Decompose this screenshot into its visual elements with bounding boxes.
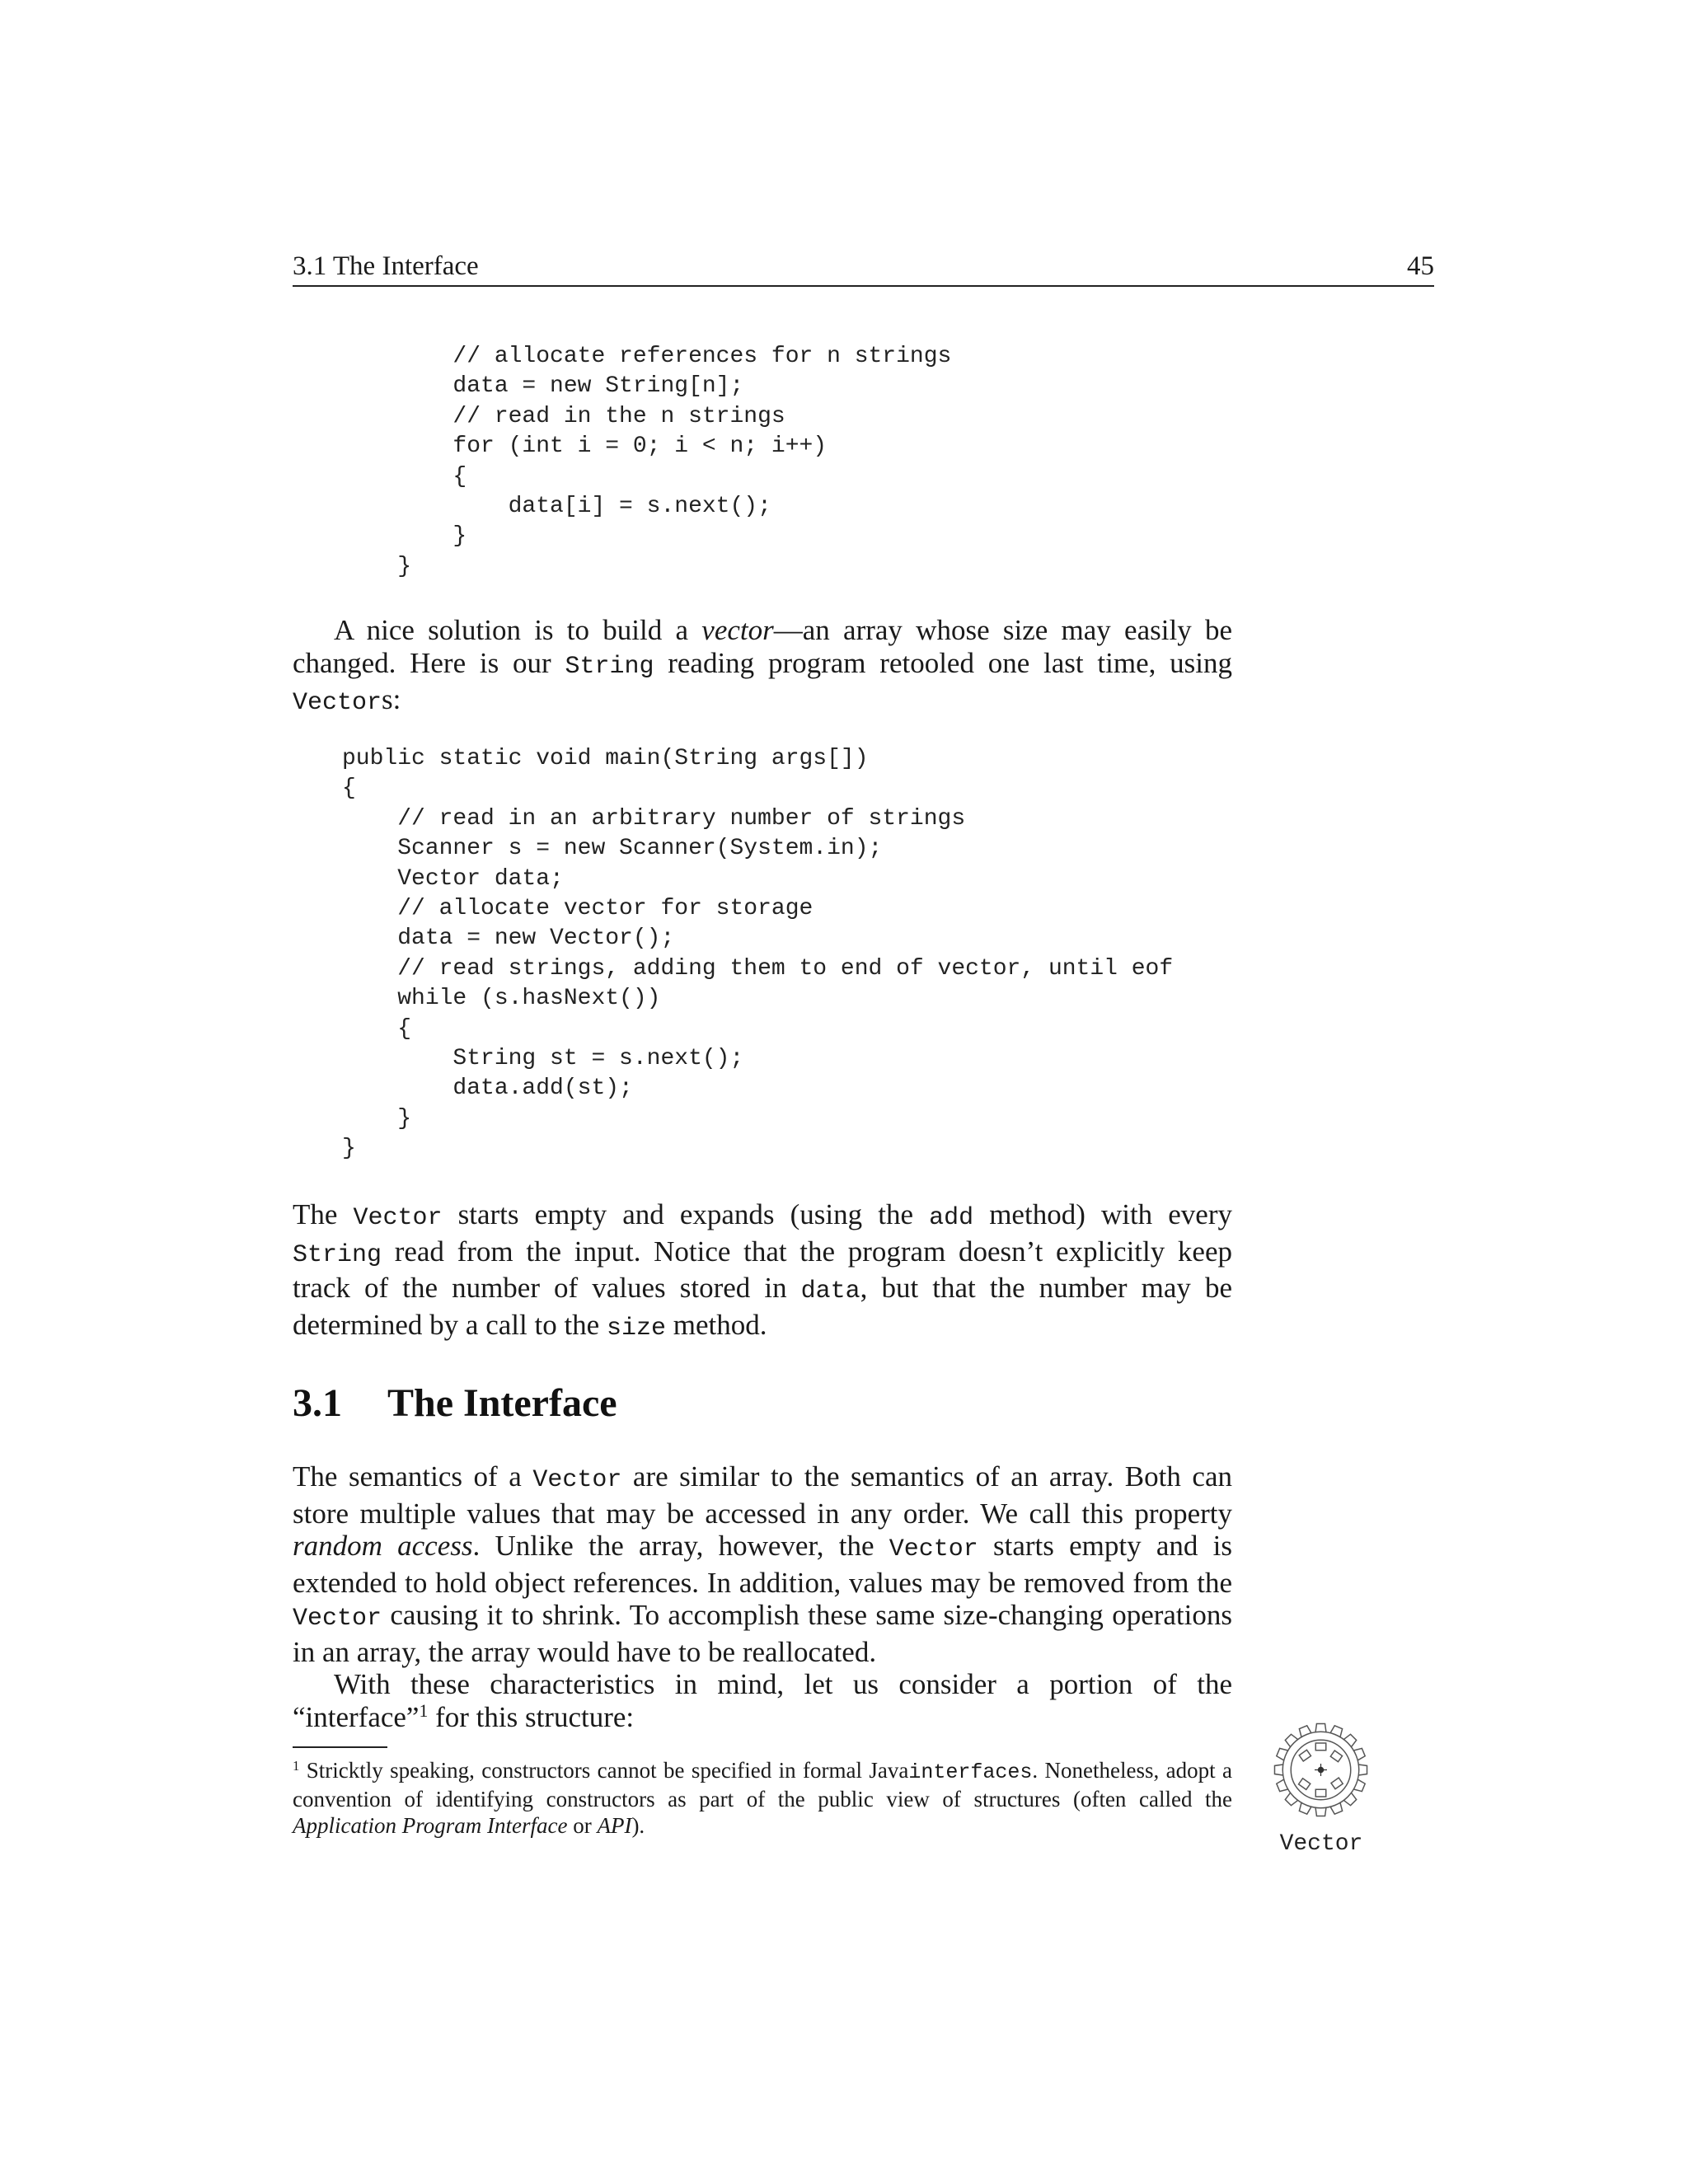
paragraph-3: The semantics of a Vector are similar to the semantics of an array. Both can store multiple values that may be accessed in any order. We call this property random access. Unlike the array, however, the Vector starts empty and is extended to hold object references. In addition, values may be removed from the Vector causing it to shrink. To accomplish these same size-changing operations in an array, the array would have to be reallocated. With these characteristics in mind, let us consider a portion of the “interface”$^1$ for this structure: — [293, 1460, 1233, 1733]
footnote-ref[interactable]: 1 — [419, 1700, 429, 1721]
footnote-marker: 1 — [293, 1757, 300, 1774]
section-title: The Interface — [387, 1381, 617, 1425]
code-block-2: public static void main(String args[]) { // read in an arbitrary number of strings Scanner s = new Scanner(System.in); Vector data; // allocate vector for storage data = new Vector(); // read strings, adding them to end of vector, until eof while (s.hasNext()) { String st = s.next(); data.add(st); } } — [342, 746, 1174, 1162]
footnote-rule — [293, 1746, 387, 1748]
paragraph-1: A nice solution is to build a vector—an array whose size may easily be changed. Here is our String reading program retooled one last time, using Vectors: — [293, 614, 1232, 717]
footnote: $^1$ Stricktly speaking, constructors cannot be specified in formal Javainterfaces. Nonetheless, adopt a convention of identifying constructors as part of the public view of structures (often called the Application Program Interface or API). — [293, 1757, 1233, 1838]
paragraph-2: The Vector starts empty and expands (using the add method) with every String read from the input. Notice that the program doesn’t explicitly keep track of the number of values stored in data, but that the number may be determined by a call to the size method. — [293, 1198, 1232, 1343]
running-header — [293, 251, 1434, 287]
page-number: 45 — [1407, 251, 1434, 281]
vector-gear-icon — [1269, 1718, 1372, 1821]
code-block-1: // allocate references for n strings data = new String[n]; // read in the n strings for (int i = 0; i < n; i++) { data[i] = s.next(); } } — [397, 344, 952, 579]
margin-note-label: Vector — [1279, 1831, 1363, 1857]
section-number: 3.1 — [293, 1381, 342, 1425]
header-section-title: 3.1 The Interface — [293, 251, 479, 281]
section-heading — [293, 1380, 617, 1427]
